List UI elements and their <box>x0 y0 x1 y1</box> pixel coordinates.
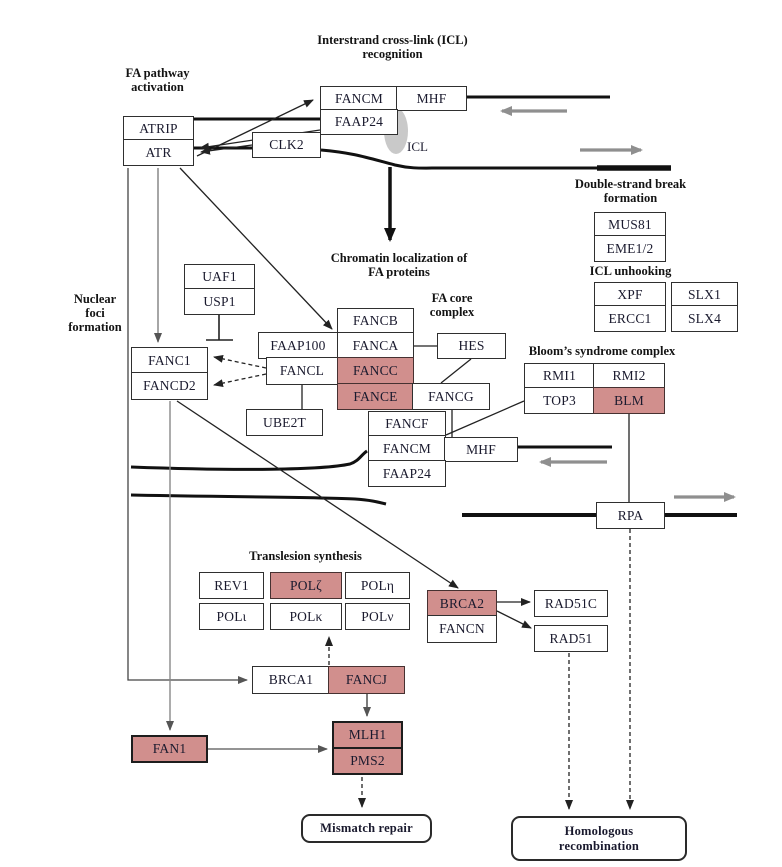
node-fancg[interactable]: FANCG <box>412 383 490 410</box>
label-icl-unhooking: ICL unhooking <box>589 264 672 278</box>
node-fancl[interactable]: FANCL <box>266 357 338 385</box>
node-xpf[interactable]: XPF <box>594 282 666 307</box>
label-icl-recognition: Interstrand cross-link (ICL) recognition <box>317 33 468 61</box>
node-pol-zeta[interactable]: POLζ <box>270 572 342 599</box>
node-rpa[interactable]: RPA <box>596 502 665 529</box>
node-rmi1[interactable]: RMI1 <box>524 363 595 389</box>
node-fanca[interactable]: FANCA <box>337 332 414 359</box>
node-mus81[interactable]: MUS81 <box>594 212 666 237</box>
node-fancf[interactable]: FANCF <box>368 411 446 437</box>
node-fanc1[interactable]: FANC1 <box>131 347 208 374</box>
node-pol-eta[interactable]: POLη <box>345 572 410 599</box>
node-eme1-2[interactable]: EME1/2 <box>594 235 666 262</box>
node-rad51[interactable]: RAD51 <box>534 625 608 652</box>
node-pol-iota[interactable]: POLι <box>199 603 264 630</box>
label-fa-pathway-activation: FA pathway activation <box>125 66 190 94</box>
node-fancn[interactable]: FANCN <box>427 615 497 643</box>
node-mlh1[interactable]: MLH1 <box>332 721 403 749</box>
node-faap24-core[interactable]: FAAP24 <box>368 460 446 487</box>
node-brca1[interactable]: BRCA1 <box>252 666 330 694</box>
node-rev1[interactable]: REV1 <box>199 572 264 599</box>
node-fance[interactable]: FANCE <box>337 383 414 410</box>
node-slx1[interactable]: SLX1 <box>671 282 738 307</box>
node-mhf-core[interactable]: MHF <box>444 437 518 462</box>
node-fancm-recognition[interactable]: FANCM <box>320 86 398 111</box>
node-top3[interactable]: TOP3 <box>524 387 595 414</box>
node-fancm-core[interactable]: FANCM <box>368 435 446 462</box>
label-nuclear-foci-formation: Nuclear foci formation <box>68 292 122 334</box>
node-pol-nu[interactable]: POLν <box>345 603 410 630</box>
node-fancb[interactable]: FANCB <box>337 308 414 334</box>
node-rad51c[interactable]: RAD51C <box>534 590 608 617</box>
node-brca2[interactable]: BRCA2 <box>427 590 497 617</box>
label-blooms-syndrome-complex: Bloom’s syndrome complex <box>528 344 676 358</box>
label-fa-core-complex: FA core complex <box>429 291 475 319</box>
node-faap24-recognition[interactable]: FAAP24 <box>320 109 398 135</box>
label-translesion-synthesis: Translesion synthesis <box>249 549 362 563</box>
node-faap100[interactable]: FAAP100 <box>258 332 338 359</box>
label-double-strand-break: Double-strand break formation <box>574 177 687 205</box>
node-hes[interactable]: HES <box>437 333 506 359</box>
node-pol-kappa[interactable]: POLκ <box>270 603 342 630</box>
node-fancd2[interactable]: FANCD2 <box>131 372 208 400</box>
node-blm[interactable]: BLM <box>593 387 665 414</box>
node-mhf-recognition[interactable]: MHF <box>396 86 467 111</box>
node-fancc[interactable]: FANCC <box>337 357 414 385</box>
terminal-homologous-recombination[interactable]: Homologous recombination <box>511 816 687 861</box>
terminal-mismatch-repair[interactable]: Mismatch repair <box>301 814 432 843</box>
node-usp1[interactable]: USP1 <box>184 288 255 315</box>
node-uaf1[interactable]: UAF1 <box>184 264 255 290</box>
node-fan1[interactable]: FAN1 <box>131 735 208 763</box>
node-ube2t[interactable]: UBE2T <box>246 409 323 436</box>
node-atr[interactable]: ATR <box>123 139 194 166</box>
node-pms2[interactable]: PMS2 <box>332 747 403 775</box>
label-icl-site: ICL <box>407 139 428 154</box>
node-rmi2[interactable]: RMI2 <box>593 363 665 389</box>
node-atrip[interactable]: ATRIP <box>123 116 194 141</box>
node-clk2[interactable]: CLK2 <box>252 132 321 158</box>
node-ercc1[interactable]: ERCC1 <box>594 305 666 332</box>
node-fancj[interactable]: FANCJ <box>328 666 405 694</box>
node-slx4[interactable]: SLX4 <box>671 305 738 332</box>
label-chromatin-localization: Chromatin localization of FA proteins <box>330 251 468 279</box>
